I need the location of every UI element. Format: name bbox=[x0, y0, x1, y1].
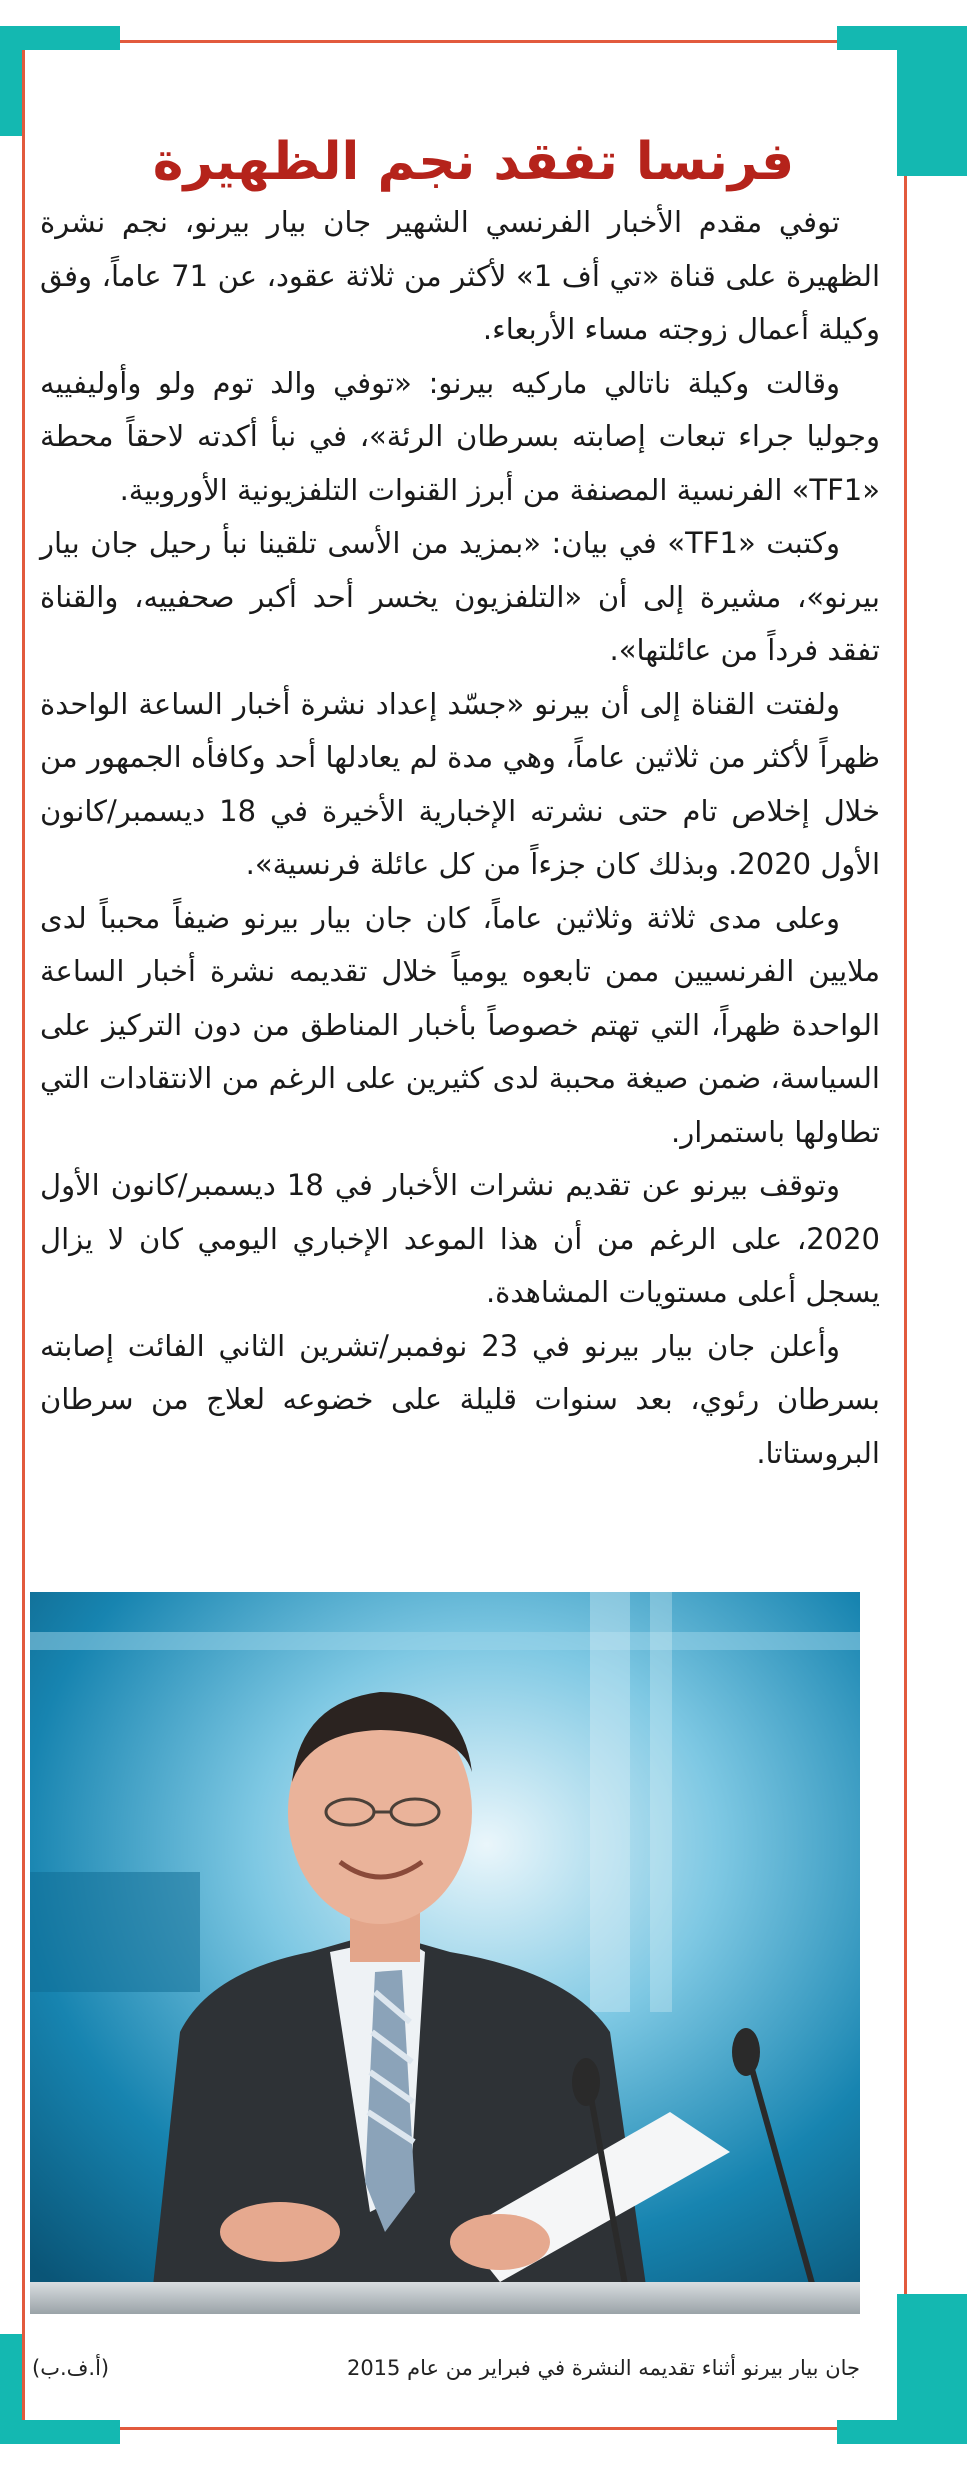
article-paragraph: ولفتت القناة إلى أن بيرنو «جسّد إعداد نشرة أخبار الساعة الواحدة ظهراً لأكثر من ثلاثين عاماً، وهي مدة لم يعادلها أحد وكافأه الجمهور من خلال إخلاص تام حتى نشرته الإخبارية الأخيرة في 18 ديسمبر/كانون الأول 2020. وبذلك كان جزءاً من كل عائلة فرنسية». bbox=[40, 686, 881, 881]
article-paragraph: وتوقف بيرنو عن تقديم نشرات الأخبار في 18 ديسمبر/كانون الأول 2020، على الرغم من أن هذا الموعد الإخباري اليومي كان لا يزال يسجل أعلى مستويات المشاهدة. bbox=[40, 1168, 880, 1309]
article-paragraph: وكتبت «TF1» في بيان: «بمزيد من الأسى تلقينا نبأ رحيل جان بيار بيرنو»، مشيرة إلى أن «التلفزيون يخسر أحد أكبر صحفييه، والقناة تفقد فرداً من عائلتها». bbox=[40, 526, 880, 667]
article-paragraph: وعلى مدى ثلاثة وثلاثين عاماً، كان جان بيار بيرنو ضيفاً محبباً لدى ملايين الفرنسيين ممن تابعوه يومياً خلال تقديمه نشرة أخبار الساعة الواحدة ظهراً، التي تهتم خصوصاً بأخبار المناطق من دون التركيز على السياسة، ضمن صيغة محببة لدى كثيرين على الرغم من الانتقادات التي تطاولها باستمرار. bbox=[40, 900, 880, 1149]
article-paragraph: توفي مقدم الأخبار الفرنسي الشهير جان بيار بيرنو، نجم نشرة الظهيرة على قناة «تي أف 1» لأكثر من ثلاثة عقود، عن 71 عاماً، وفق وكيلة أعمال زوجته مساء الأربعاء. bbox=[40, 205, 880, 346]
photo-caption: جان بيار بيرنو أثناء تقديمه النشرة في فبراير من عام 2015 bbox=[346, 2356, 860, 2380]
news-anchor-photo bbox=[30, 1592, 860, 2314]
article-paragraph: وأعلن جان بيار بيرنو في 23 نوفمبر/تشرين الثاني الفائت إصابته بسرطان رئوي، بعد سنوات قليلة على خضوعه لعلاج من سرطان البروستاتا. bbox=[40, 1328, 880, 1470]
article-headline: فرنسا تفقد نجم الظهيرة bbox=[152, 131, 795, 192]
photo-credit: (أ.ف.ب) bbox=[32, 2356, 110, 2380]
corner-accent-bottom-left-vertical bbox=[0, 2334, 22, 2444]
corner-accent-top-left-vertical bbox=[0, 26, 22, 136]
article-body bbox=[40, 196, 880, 1480]
news-anchor-illustration bbox=[30, 1592, 860, 2314]
photo-caption-row bbox=[30, 2348, 860, 2388]
article-paragraph: وقالت وكيلة ناتالي ماركيه بيرنو: «توفي والد توم ولو وأوليفييه وجوليا جراء تبعات إصابته بسرطان الرئة»، في نبأ أكدته لاحقاً محطة «TF1» الفرنسية المصنفة من أبرز القنوات التلفزيونية الأوروبية. bbox=[40, 365, 880, 507]
corner-accent-top-right-vertical bbox=[897, 26, 967, 176]
corner-accent-bottom-right-vertical bbox=[897, 2294, 967, 2444]
